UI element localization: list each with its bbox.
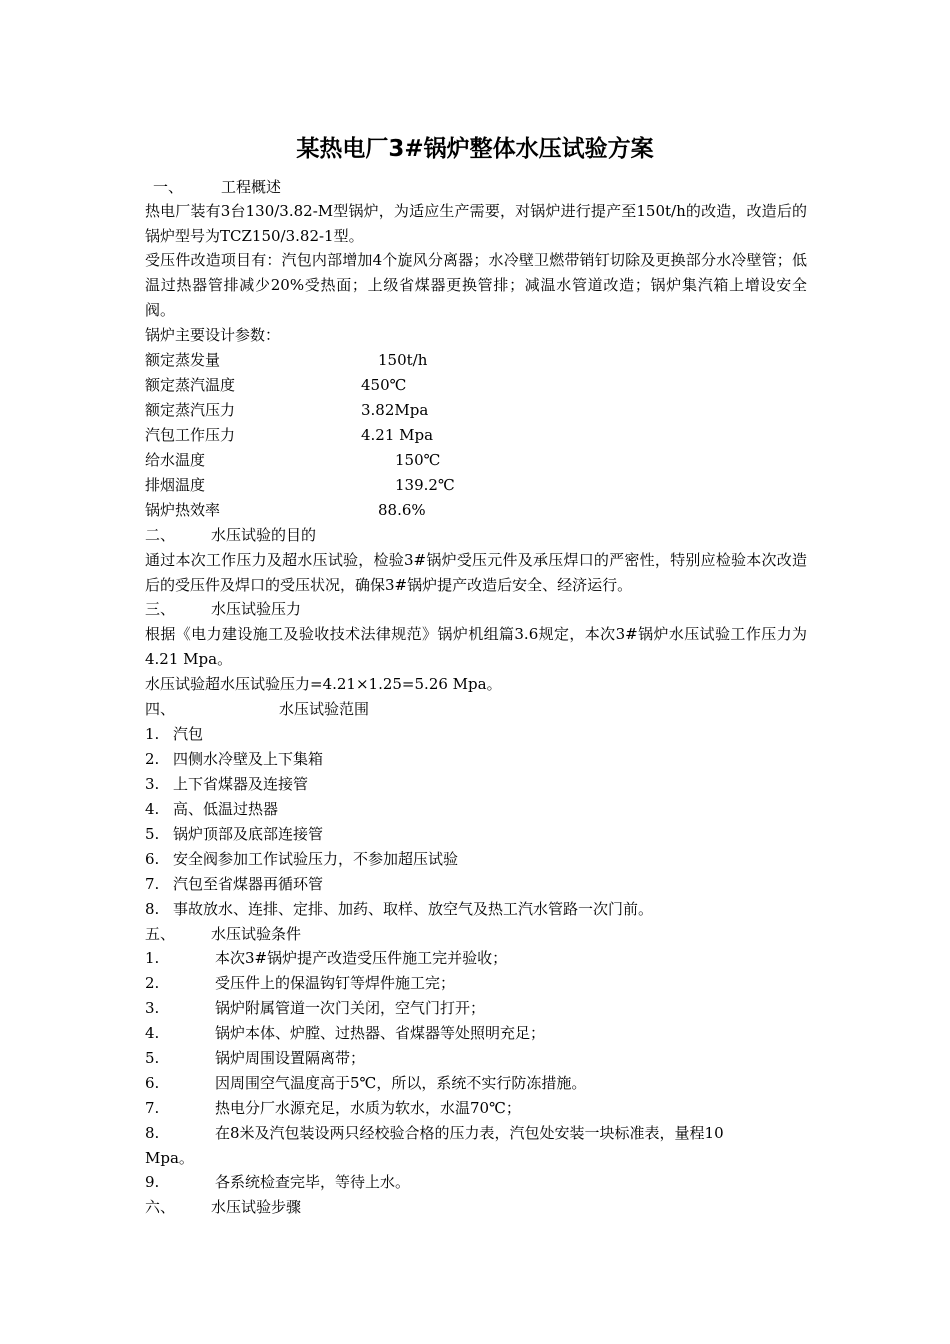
section-5-heading: 水压试验条件 [211, 925, 302, 943]
condition-text: 锅炉本体、炉膛、过热器、省煤器等处照明充足； [215, 1024, 546, 1042]
section-4-number: 四、 [145, 700, 176, 718]
scope-item-number: 5. [145, 825, 160, 843]
scope-item-text: 上下省煤器及连接管 [173, 775, 309, 793]
condition-number: 4. [145, 1024, 160, 1042]
section-5-number: 五、 [145, 925, 176, 943]
condition-number: 9. [145, 1173, 160, 1191]
section-2-number: 二、 [145, 526, 176, 544]
condition-number: 7. [145, 1099, 160, 1117]
condition-text: 受压件上的保温钩钉等焊件施工完； [215, 974, 456, 992]
scope-item-number: 4. [145, 800, 160, 818]
param-name: 汽包工作压力 [145, 426, 236, 444]
param-value: 150℃ [395, 451, 441, 469]
section-3-number: 三、 [145, 600, 176, 618]
scope-item-text: 四侧水冷壁及上下集箱 [173, 750, 324, 768]
scope-item-text: 高、低温过热器 [173, 800, 279, 818]
condition-text: 在8米及汽包装设两只经校验合格的压力表，汽包处安装一块标准表，量程10 [215, 1124, 724, 1142]
overview-paragraph-1: 热电厂装有3台130/3.82-M型锅炉，为适应生产需要，对锅炉进行提产至150t/h的改造，改造后的锅炉型号为TCZ150/3.82-1型。 [145, 202, 807, 245]
param-name: 额定蒸汽温度 [145, 376, 236, 394]
scope-item-number: 1. [145, 725, 160, 743]
overpressure-line: 水压试验超水压试验压力=4.21×1.25=5.26 Mpa。 [145, 675, 502, 693]
section-4-heading: 水压试验范围 [279, 700, 370, 718]
section-1-number: 一、 [153, 178, 184, 196]
scope-item-text: 事故放水、连排、定排、加药、取样、放空气及热工汽水管路一次门前。 [173, 900, 654, 918]
param-name: 额定蒸发量 [145, 351, 221, 369]
param-name: 排烟温度 [145, 476, 206, 494]
scope-item-number: 6. [145, 850, 160, 868]
condition-text: 锅炉周围设置隔离带； [215, 1049, 366, 1067]
scope-item-text: 安全阀参加工作试验压力，不参加超压试验 [173, 850, 459, 868]
param-name: 给水温度 [145, 451, 206, 469]
condition-continuation: Mpa。 [145, 1149, 194, 1167]
condition-number: 6. [145, 1074, 160, 1092]
condition-text: 因周围空气温度高于5℃，所以，系统不实行防冻措施。 [215, 1074, 587, 1092]
section-1-heading: 工程概述 [221, 178, 282, 196]
section-6-number: 六、 [145, 1198, 176, 1216]
param-name: 额定蒸汽压力 [145, 401, 236, 419]
param-name: 锅炉热效率 [145, 501, 221, 519]
condition-number: 5. [145, 1049, 160, 1067]
scope-item-number: 2. [145, 750, 160, 768]
param-value: 4.21 Mpa [361, 426, 434, 444]
pressure-paragraph: 根据《电力建设施工及验收技术法律规范》锅炉机组篇3.6规定，本次3#锅炉水压试验工作压力为4.21 Mpa。 [145, 625, 807, 668]
scope-item-text: 锅炉顶部及底部连接管 [173, 825, 324, 843]
condition-text: 本次3#锅炉提产改造受压件施工完并验收； [215, 949, 508, 967]
document-title: 某热电厂3#锅炉整体水压试验方案 [296, 136, 654, 162]
scope-item-number: 8. [145, 900, 160, 918]
param-value: 3.82Mpa [361, 401, 429, 419]
condition-number: 1. [145, 949, 160, 967]
scope-item-number: 3. [145, 775, 160, 793]
purpose-paragraph: 通过本次工作压力及超水压试验，检验3#锅炉受压元件及承压焊口的严密性，特别应检验本次改造后的受压件及焊口的受压状况，确保3#锅炉提产改造后安全、经济运行。 [145, 551, 807, 594]
params-heading: 锅炉主要设计参数： [145, 326, 281, 344]
condition-number: 8. [145, 1124, 160, 1142]
section-6-heading: 水压试验步骤 [211, 1198, 302, 1216]
param-value: 450℃ [361, 376, 407, 394]
condition-number: 2. [145, 974, 160, 992]
condition-text: 锅炉附属管道一次门关闭，空气门打开； [215, 999, 486, 1017]
overview-paragraph-2: 受压件改造项目有：汽包内部增加4个旋风分离器；水冷壁卫燃带销钉切除及更换部分水冷壁管；低温过热器管排减少20%受热面；上级省煤器更换管排；减温水管道改造；锅炉集汽箱上增设安全阀。 [145, 251, 807, 319]
condition-number: 3. [145, 999, 160, 1017]
section-3-heading: 水压试验压力 [211, 600, 302, 618]
param-value: 88.6% [378, 501, 426, 519]
scope-item-text: 汽包至省煤器再循环管 [173, 875, 324, 893]
param-value: 139.2℃ [395, 476, 455, 494]
scope-item-text: 汽包 [173, 725, 204, 743]
section-2-heading: 水压试验的目的 [211, 526, 317, 544]
condition-text: 热电分厂水源充足，水质为软水，水温70℃； [215, 1099, 521, 1117]
scope-item-number: 7. [145, 875, 160, 893]
condition-text: 各系统检查完毕，等待上水。 [215, 1173, 411, 1191]
param-value: 150t/h [378, 351, 428, 369]
